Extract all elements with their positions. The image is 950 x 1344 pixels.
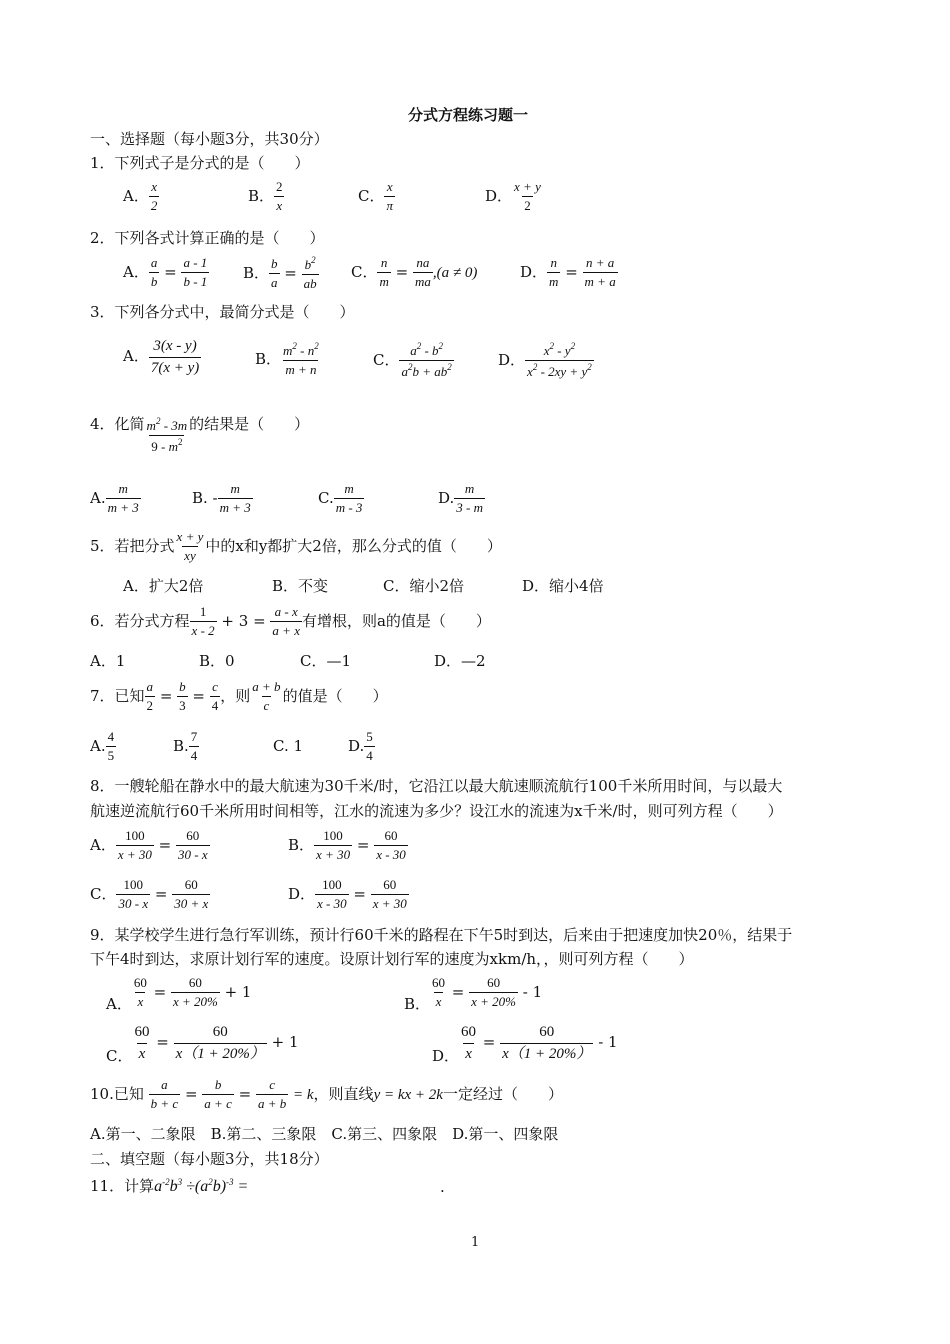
q8-option-d: D． $\frac{100}{x - 30}$ = $\frac{60}{x + 30}$ (288, 877, 407, 912)
q6-option-a: A．1 (90, 652, 126, 670)
q4-option-b: B. - $\frac{m}{m + 3}$ (192, 481, 251, 516)
page-title: 分式方程练习题一 (408, 106, 529, 124)
section-heading-fill: 二、填空题（每小题3分，共18分） (90, 1150, 329, 1168)
question-9-line2: 下午4时到达，求原计划行军的速度。设原计划行军的速度为xkm/h，，则可列方程（ ） (90, 950, 694, 968)
q7-option-d: D. $\frac{5}{4}$ (348, 729, 373, 764)
q2-option-b: B． $\frac{b}{a}$ = $\frac{b^2}{ab}$ (243, 255, 317, 292)
q3-option-c: C． $\frac{a^2 - b^2}{a^2b + ab^2}$ (373, 341, 452, 380)
q5-option-d: D．缩小4倍 (522, 577, 604, 595)
q8-option-a: A． $\frac{100}{x + 30}$ = $\frac{60}{30 - x}$ (90, 828, 208, 863)
q5-option-b: B．不变 (272, 577, 329, 595)
q1-option-d: D． $\frac{x + y}{2}$ (485, 179, 541, 214)
question-2-stem: 2．下列各式计算正确的是（ ） (90, 229, 325, 247)
q7-option-b: B. $\frac{7}{4}$ (173, 729, 198, 764)
q8-option-b: B． $\frac{100}{x + 30}$ = $\frac{60}{x - 30}$ (288, 828, 406, 863)
q7-option-a: A. $\frac{4}{5}$ (90, 729, 115, 764)
q9-option-d: D． $\frac{60}{x}$ = $\frac{60}{x(1 + 20\%)}$ - 1 (432, 1024, 618, 1065)
question-8-line2: 航速逆流航行60千米所用时间相等，江水的流速为多少？设江水的流速为x千米/时，则可列方程（ ） (90, 802, 783, 820)
answer-blank-end: . (440, 1178, 445, 1196)
q10-options: A.第一、二象限 B.第二、三象限 C.第三、四象限 D.第一、四象限 (90, 1125, 559, 1143)
q1-option-a: A． $\frac{x}{2}$ (123, 179, 158, 214)
q5-option-c: C．缩小2倍 (383, 577, 465, 595)
q6-option-b: B．0 (199, 652, 235, 670)
question-7-stem: 7．已知 $\frac{a}{2}$ = $\frac{b}{3}$ = $\frac{c}{4}$ ，则 $\frac{a + b}{c}$ 的值是（ ） (90, 679, 388, 714)
q3-option-d: D． $\frac{x^2 - y^2}{x^2 - 2xy + y^2}$ (498, 341, 592, 380)
q2-option-a: A． $\frac{a}{b}$ = $\frac{a - 1}{b - 1}$ (123, 255, 208, 290)
question-8-line1: 8．一艘轮船在静水中的最大航速为30千米/时，它沿江以最大航速顺流航行100千米所用时间，与以最大 (90, 777, 783, 795)
page-number: 1 (471, 1235, 480, 1250)
q1-option-c: C． $\frac{x}{\pi}$ (358, 179, 393, 214)
q2-option-d: D． $\frac{n}{m}$ = $\frac{n + a}{m + a}$ (520, 255, 616, 290)
question-3-stem: 3．下列各分式中，最简分式是（ ） (90, 303, 355, 321)
q9-option-a: A． $\frac{60}{x}$ = $\frac{60}{x + 20\%}$ + 1 (106, 975, 252, 1013)
q7-option-c: C. 1 (273, 737, 304, 755)
question-1-stem: 1．下列式子是分式的是（ ） (90, 154, 310, 172)
question-5-stem: 5．若把分式 $\frac{x + y}{xy}$ 中的x和y都扩大2倍，那么分式的值（ ） (90, 529, 502, 564)
question-4-stem: 4．化简 $\frac{m^2 - 3m}{9 - m^2}$ 的结果是（ ） (90, 415, 310, 455)
q3-option-b: B． $\frac{m^2 - n^2}{m + n}$ (255, 341, 319, 378)
q4-option-c: C. $\frac{m}{m - 3}$ (318, 481, 363, 516)
q2-option-c: C． $\frac{n}{m}$ = $\frac{na}{ma}$ ,(a ≠ 0) (351, 255, 478, 290)
question-6-stem: 6．若分式方程 $\frac{1}{x - 2}$ + 3 = $\frac{a - x}{a + x}$ 有增根，则a的值是（ ） (90, 604, 491, 639)
q3-option-a: A． $\frac{3(x - y)}{7(x + y)}$ (123, 338, 200, 376)
q1-option-b: B． $\frac{2}{x}$ (248, 179, 283, 214)
q6-option-c: C．—1 (300, 652, 352, 670)
question-10-stem: 10.已知 $\frac{a}{b + c}$ = $\frac{b}{a + c}$ = $\frac{c}{a + b}$ = k，则直线y = kx + 2k一定经过（ ） (90, 1077, 563, 1112)
q5-option-a: A．扩大2倍 (123, 577, 204, 595)
section-heading-choice: 一、选择题（每小题3分，共30分） (90, 130, 329, 148)
q4-option-a: A. $\frac{m}{m + 3}$ (90, 481, 139, 516)
q4-option-d: D. $\frac{m}{3 - m}$ (438, 481, 483, 516)
question-11-stem: 11．计算$a^{-2}b^3 \div(a^2b)^{-3}$ = (90, 1177, 249, 1195)
q9-option-b: B． $\frac{60}{x}$ = $\frac{60}{x + 20\%}$ - 1 (404, 975, 543, 1013)
q6-option-d: D．—2 (434, 652, 486, 670)
q8-option-c: C． $\frac{100}{30 - x}$ = $\frac{60}{30 + x}$ (90, 877, 209, 912)
question-9-line1: 9．某学校学生进行急行军训练，预计行60千米的路程在下午5时到达，后来由于把速度加快20％，结果于 (90, 926, 793, 944)
q9-option-c: C． $\frac{60}{x}$ = $\frac{60}{x(1 + 20\%)}$ + 1 (106, 1024, 299, 1065)
